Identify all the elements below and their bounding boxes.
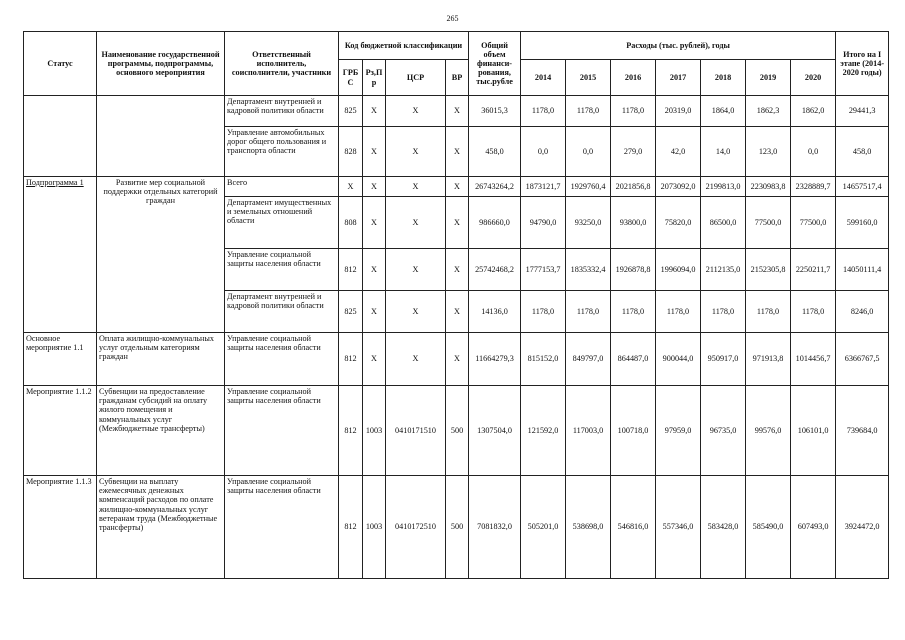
budget-table-container (23, 31, 889, 579)
year-cell: 1178,0 (701, 291, 746, 333)
program-name-cell: Развитие мер социальной поддержки отдельных категорий граждан (97, 177, 225, 333)
year-cell: 0,0 (521, 127, 566, 177)
header-executor: Ответственный исполнитель, соисполнители, участники (225, 32, 339, 96)
executor-cell: Управление автомобильных дорог общего пользования и транспорта области (225, 127, 339, 177)
header-year-2015: 2015 (566, 60, 611, 96)
year-cell: 2073092,0 (656, 177, 701, 197)
grbs-cell: 808 (339, 197, 363, 249)
year-cell: 77500,0 (791, 197, 836, 249)
final-cell: 29441,3 (836, 96, 889, 127)
header-budget-code: Код бюджетной классификации (339, 32, 469, 60)
program-name-cell (97, 96, 225, 177)
year-cell: 1862,0 (791, 96, 836, 127)
header-grbs: ГРБ С (339, 60, 363, 96)
executor-cell: Управление социальной защиты населения области (225, 249, 339, 291)
header-final: Итого на I этапе (2014-2020 годы) (836, 32, 889, 96)
executor-cell: Департамент имущественных и земельных отношений области (225, 197, 339, 249)
total-cell: 7081832,0 (469, 476, 521, 579)
year-cell: 117003,0 (566, 386, 611, 476)
vr-cell: X (446, 96, 469, 127)
rzpr-cell: X (363, 333, 386, 386)
year-cell: 583428,0 (701, 476, 746, 579)
year-cell: 1178,0 (791, 291, 836, 333)
header-total: Общий объем финанси- рования, тыс.рубле (469, 32, 521, 96)
header-year-2019: 2019 (746, 60, 791, 96)
header-expenses: Расходы (тыс. рублей), годы (521, 32, 836, 60)
year-cell: 2152305,8 (746, 249, 791, 291)
year-cell: 77500,0 (746, 197, 791, 249)
header-year-2016: 2016 (611, 60, 656, 96)
year-cell: 86500,0 (701, 197, 746, 249)
year-cell: 2230983,8 (746, 177, 791, 197)
header-year-2020: 2020 (791, 60, 836, 96)
rzpr-cell: X (363, 127, 386, 177)
grbs-cell: 825 (339, 291, 363, 333)
year-cell: 1178,0 (746, 291, 791, 333)
year-cell: 1178,0 (656, 291, 701, 333)
grbs-cell: X (339, 177, 363, 197)
final-cell: 599160,0 (836, 197, 889, 249)
year-cell: 2250211,7 (791, 249, 836, 291)
program-name-cell: Субвенции на предоставление гражданам субсидий на оплату жилого помещения и коммунальных услуг (Межбюджетные трансферты) (97, 386, 225, 476)
year-cell: 557346,0 (656, 476, 701, 579)
year-cell: 1178,0 (611, 291, 656, 333)
total-cell: 458,0 (469, 127, 521, 177)
final-cell: 14657517,4 (836, 177, 889, 197)
table-row (24, 177, 889, 197)
grbs-cell: 825 (339, 96, 363, 127)
year-cell: 1178,0 (566, 96, 611, 127)
year-cell: 1835332,4 (566, 249, 611, 291)
header-year-2017: 2017 (656, 60, 701, 96)
vr-cell: X (446, 333, 469, 386)
csr-cell: X (386, 291, 446, 333)
year-cell: 1926878,8 (611, 249, 656, 291)
total-cell: 25742468,2 (469, 249, 521, 291)
year-cell: 123,0 (746, 127, 791, 177)
rzpr-cell: X (363, 96, 386, 127)
year-cell: 1929760,4 (566, 177, 611, 197)
year-cell: 1178,0 (611, 96, 656, 127)
header-vr: ВР (446, 60, 469, 96)
final-cell: 739684,0 (836, 386, 889, 476)
year-cell: 546816,0 (611, 476, 656, 579)
final-cell: 6366767,5 (836, 333, 889, 386)
header-rzpr: Рз,П р (363, 60, 386, 96)
final-cell: 14050111,4 (836, 249, 889, 291)
year-cell: 1777153,7 (521, 249, 566, 291)
vr-cell: X (446, 291, 469, 333)
header-csr: ЦСР (386, 60, 446, 96)
vr-cell: X (446, 249, 469, 291)
vr-cell: 500 (446, 476, 469, 579)
header-year-2018: 2018 (701, 60, 746, 96)
year-cell: 0,0 (566, 127, 611, 177)
year-cell: 100718,0 (611, 386, 656, 476)
year-cell: 1873121,7 (521, 177, 566, 197)
table-row (24, 476, 889, 579)
year-cell: 99576,0 (746, 386, 791, 476)
csr-cell: X (386, 127, 446, 177)
csr-cell: X (386, 197, 446, 249)
year-cell: 1014456,7 (791, 333, 836, 386)
executor-cell: Всего (225, 177, 339, 197)
year-cell: 864487,0 (611, 333, 656, 386)
total-cell: 36015,3 (469, 96, 521, 127)
executor-cell: Управление социальной защиты населения области (225, 476, 339, 579)
final-cell: 8246,0 (836, 291, 889, 333)
year-cell: 0,0 (791, 127, 836, 177)
year-cell: 94790,0 (521, 197, 566, 249)
rzpr-cell: X (363, 177, 386, 197)
grbs-cell: 812 (339, 386, 363, 476)
year-cell: 849797,0 (566, 333, 611, 386)
year-cell: 2021856,8 (611, 177, 656, 197)
year-cell: 1996094,0 (656, 249, 701, 291)
total-cell: 26743264,2 (469, 177, 521, 197)
vr-cell: X (446, 177, 469, 197)
status-cell: Подпрограмма 1 (24, 177, 97, 333)
year-cell: 1178,0 (521, 96, 566, 127)
rzpr-cell: X (363, 249, 386, 291)
header-program: Наименование государственной программы, подпрограммы, основного мероприятия (97, 32, 225, 96)
status-cell (24, 96, 97, 177)
year-cell: 607493,0 (791, 476, 836, 579)
status-cell: Мероприятие 1.1.3 (24, 476, 97, 579)
total-cell: 1307504,0 (469, 386, 521, 476)
vr-cell: X (446, 197, 469, 249)
final-cell: 458,0 (836, 127, 889, 177)
csr-cell: X (386, 333, 446, 386)
year-cell: 1178,0 (566, 291, 611, 333)
year-cell: 279,0 (611, 127, 656, 177)
executor-cell: Департамент внутренней и кадровой политики области (225, 96, 339, 127)
year-cell: 1178,0 (521, 291, 566, 333)
csr-cell: 0410172510 (386, 476, 446, 579)
header-year-2014: 2014 (521, 60, 566, 96)
budget-table (23, 31, 889, 579)
year-cell: 97959,0 (656, 386, 701, 476)
year-cell: 950917,0 (701, 333, 746, 386)
year-cell: 42,0 (656, 127, 701, 177)
year-cell: 1864,0 (701, 96, 746, 127)
table-row (24, 96, 889, 127)
table-row (24, 333, 889, 386)
vr-cell: 500 (446, 386, 469, 476)
year-cell: 14,0 (701, 127, 746, 177)
year-cell: 1862,3 (746, 96, 791, 127)
rzpr-cell: X (363, 197, 386, 249)
grbs-cell: 812 (339, 249, 363, 291)
total-cell: 14136,0 (469, 291, 521, 333)
executor-cell: Управление социальной защиты населения области (225, 333, 339, 386)
year-cell: 505201,0 (521, 476, 566, 579)
executor-cell: Управление социальной защиты населения области (225, 386, 339, 476)
year-cell: 93800,0 (611, 197, 656, 249)
csr-cell: X (386, 249, 446, 291)
year-cell: 121592,0 (521, 386, 566, 476)
table-row (24, 386, 889, 476)
page-number: 265 (446, 14, 459, 23)
year-cell: 2328889,7 (791, 177, 836, 197)
year-cell: 75820,0 (656, 197, 701, 249)
program-name-cell: Оплата жилищно-коммунальных услуг отдельным категориям граждан (97, 333, 225, 386)
year-cell: 585490,0 (746, 476, 791, 579)
year-cell: 2112135,0 (701, 249, 746, 291)
executor-cell: Департамент внутренней и кадровой политики области (225, 291, 339, 333)
year-cell: 2199813,0 (701, 177, 746, 197)
status-cell: Мероприятие 1.1.2 (24, 386, 97, 476)
rzpr-cell: X (363, 291, 386, 333)
grbs-cell: 828 (339, 127, 363, 177)
program-name-cell: Субвенции на выплату ежемесячных денежных компенсаций расходов по оплате жилищно-коммунальных услуг ветеранам труда (Межбюджетные трансферты) (97, 476, 225, 579)
csr-cell: X (386, 177, 446, 197)
year-cell: 815152,0 (521, 333, 566, 386)
csr-cell: X (386, 96, 446, 127)
year-cell: 93250,0 (566, 197, 611, 249)
grbs-cell: 812 (339, 476, 363, 579)
year-cell: 538698,0 (566, 476, 611, 579)
grbs-cell: 812 (339, 333, 363, 386)
final-cell: 3924472,0 (836, 476, 889, 579)
total-cell: 986660,0 (469, 197, 521, 249)
year-cell: 900044,0 (656, 333, 701, 386)
csr-cell: 0410171510 (386, 386, 446, 476)
vr-cell: X (446, 127, 469, 177)
year-cell: 106101,0 (791, 386, 836, 476)
year-cell: 20319,0 (656, 96, 701, 127)
rzpr-cell: 1003 (363, 476, 386, 579)
year-cell: 971913,8 (746, 333, 791, 386)
year-cell: 96735,0 (701, 386, 746, 476)
total-cell: 11664279,3 (469, 333, 521, 386)
header-status: Статус (24, 32, 97, 96)
rzpr-cell: 1003 (363, 386, 386, 476)
status-cell: Основное мероприятие 1.1 (24, 333, 97, 386)
